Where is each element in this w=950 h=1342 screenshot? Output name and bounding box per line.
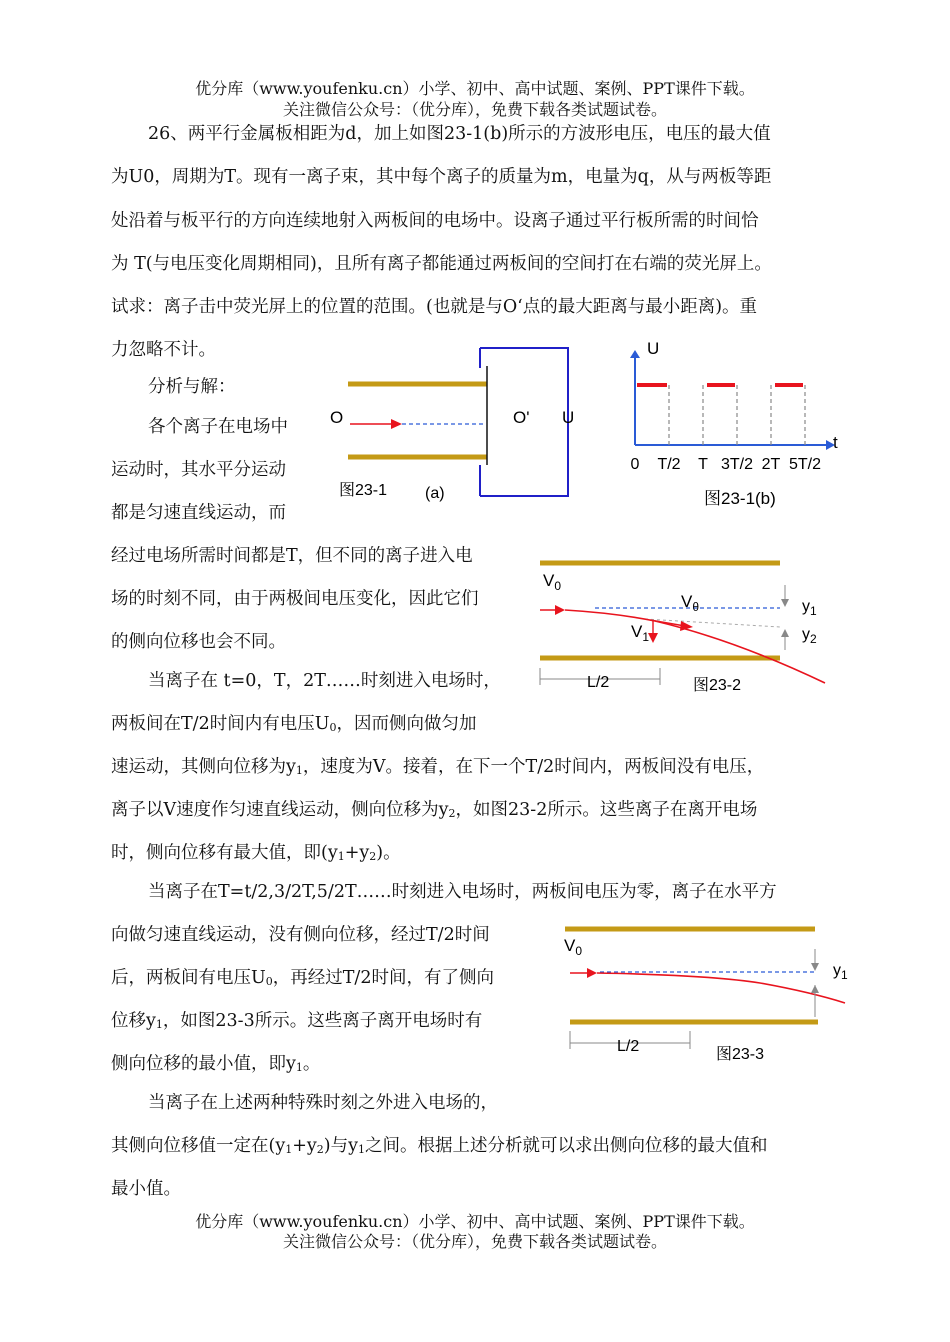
caption-23-2: 图23-2 bbox=[693, 677, 742, 694]
label-O: O bbox=[330, 408, 344, 427]
footer-line-2: 关注微信公众号：（优分库），免费下载各类试题试卷。 bbox=[282, 1232, 667, 1251]
tick-label-2: T bbox=[698, 456, 708, 473]
p4-line-1: 当离子在T=t/2,3/2T,5/2T……时刻进入电场时，两板间电压为零，离子在水平方 bbox=[148, 882, 777, 902]
header-line-1: 优分库（www.youfenku.cn）小学、初中、高中试题、案例、PPT课件下载。 bbox=[195, 79, 755, 98]
figure-23-1a bbox=[325, 340, 585, 500]
velocity-arrow bbox=[650, 620, 685, 626]
tick-label-4: 2T bbox=[761, 456, 781, 473]
axis-label-t: t bbox=[833, 433, 838, 452]
trajectory bbox=[597, 973, 845, 1003]
p3-line-5: 时，侧向位移有最大值，即$(y_1+y_2)$。 bbox=[111, 843, 401, 863]
entry-arrow bbox=[587, 968, 597, 978]
tick-label-1: T/2 bbox=[657, 456, 681, 473]
label-y1: $y_1$ bbox=[833, 962, 848, 982]
problem-line-6: 力忽略不计。 bbox=[111, 340, 216, 360]
p3-line-4: 离子以V速度作匀速直线运动，侧向位移为$y_2$，如图23-2所示。这些离子在离开电场 bbox=[111, 800, 758, 820]
axis-label-U: U bbox=[647, 339, 660, 358]
problem-line-4: 为 T(与电压变化周期相同)，且所有离子都能通过两板间的空间打在右端的荧光屏上。 bbox=[111, 254, 772, 274]
caption-23-3: 图23-3 bbox=[716, 1046, 765, 1063]
p3-line-1: 当离子在 t=0，T，2T……时刻进入电场时， bbox=[148, 671, 501, 691]
tick-label-3: 3T/2 bbox=[720, 456, 754, 473]
y-axis-arrow bbox=[630, 350, 640, 358]
figure-23-3 bbox=[560, 925, 860, 1065]
problem-line-3: 处沿着与板平行的方向连续地射入两板间的电场中。设离子通过平行板所需的时间恰 bbox=[111, 211, 759, 231]
p4-line-4: 位移$y_1$，如图23-3所示。这些离子离开电场时有 bbox=[111, 1011, 483, 1031]
caption-23-1: 图23-1 bbox=[339, 482, 388, 499]
p4-line-3: 后，两板间有电压$U_0$，再经过T/2时间，有了侧向 bbox=[111, 968, 494, 988]
p5-line-2: 其侧向位移值一定在$(y_1+y_2)$与$y_1$之间。根据上述分析就可以求出侧向位移的最大值和 bbox=[111, 1136, 768, 1156]
label-v0: $V_0$ bbox=[564, 936, 583, 958]
problem-line-2: 为U0，周期为T。现有一离子束，其中每个离子的质量为m，电量为q，从与两板等距 bbox=[111, 167, 772, 187]
label-y1: $y_1$ bbox=[802, 598, 817, 618]
header-line-2: 关注微信公众号：（优分库），免费下载各类试题试卷。 bbox=[282, 100, 667, 119]
label-y2: $y_2$ bbox=[802, 626, 817, 646]
caption-23-1b: 图23-1(b) bbox=[704, 489, 776, 508]
figure-23-1b bbox=[620, 338, 850, 508]
problem-line-1: 26、两平行金属板相距为d，加上如图23-1(b)所示的方波形电压，电压的最大值 bbox=[148, 124, 771, 144]
analysis-line-3: 都是匀速直线运动，而 bbox=[111, 503, 286, 523]
label-vtheta: $V_\theta$ bbox=[681, 592, 700, 614]
label-U: U bbox=[562, 408, 575, 427]
p4-line-5: 侧向位移的最小值，即$y_1$。 bbox=[111, 1054, 321, 1074]
tick-label-0: 0 bbox=[630, 456, 640, 473]
p3-line-2: 两板间在T/2时间内有电压$U_0$，因而侧向做匀加 bbox=[111, 714, 477, 734]
label-L-half: L/2 bbox=[617, 1038, 640, 1055]
p5-line-1: 当离子在上述两种特殊时刻之外进入电场的， bbox=[148, 1093, 498, 1113]
label-v0: $V_0$ bbox=[543, 571, 562, 593]
analysis-line-4: 经过电场所需时间都是T，但不同的离子进入电 bbox=[111, 546, 473, 566]
tick-label-5: 5T/2 bbox=[788, 456, 822, 473]
entry-arrow bbox=[555, 605, 565, 615]
analysis-line-2: 运动时，其水平分运动 bbox=[111, 460, 286, 480]
analysis-line-5: 场的时刻不同，由于两极间电压变化，因此它们 bbox=[111, 589, 479, 609]
figure-23-2 bbox=[535, 555, 835, 694]
footer-line-1: 优分库（www.youfenku.cn）小学、初中、高中试题、案例、PPT课件下载。 bbox=[195, 1212, 755, 1231]
p5-line-3: 最小值。 bbox=[111, 1179, 181, 1199]
p4-line-2: 向做匀速直线运动，没有侧向位移，经过T/2时间 bbox=[111, 925, 490, 945]
label-v1: $V_1$ bbox=[631, 622, 650, 644]
analysis-title: 分析与解： bbox=[148, 377, 236, 397]
trajectory bbox=[565, 610, 825, 683]
analysis-line-6: 的侧向位移也会不同。 bbox=[111, 632, 286, 652]
label-L-half: L/2 bbox=[587, 674, 610, 691]
label-O-prime: O' bbox=[513, 408, 530, 427]
caption-a: (a) bbox=[425, 485, 445, 502]
p3-line-3: 速运动，其侧向位移为$y_1$，速度为V。接着，在下一个T/2时间内，两板间没有电压， bbox=[111, 757, 765, 777]
analysis-line-1: 各个离子在电场中 bbox=[148, 417, 288, 437]
problem-line-5: 试求：离子击中荧光屏上的位置的范围。(也就是与O‘点的最大距离与最小距离)。重 bbox=[111, 297, 758, 317]
